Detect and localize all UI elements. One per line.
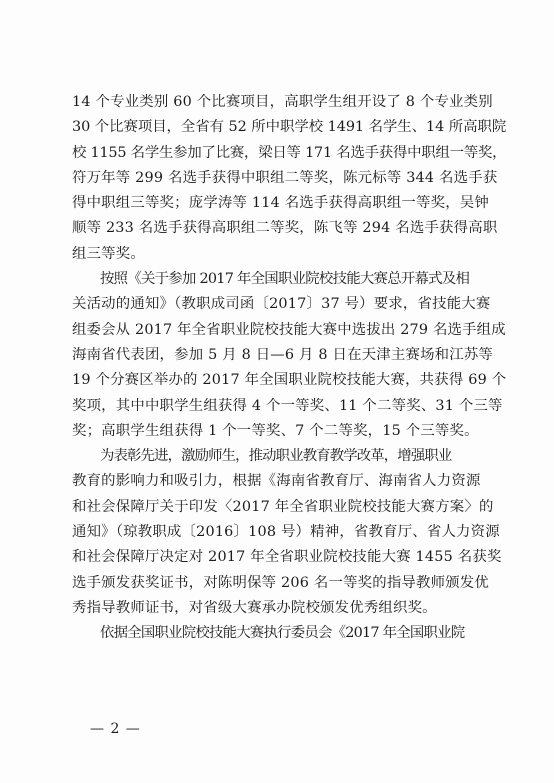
text-line: 选手颁发获奖证书，对陈明保等 206 名一等奖的指导教师颁发优 xyxy=(72,574,489,591)
text-line: 依据全国职业院校技能大赛执行委员会《2017 年全国职业院 xyxy=(100,625,465,642)
text-line: 奖；高职学生组获得 1 个一等奖、7 个二等奖，15 个三等奖。 xyxy=(72,422,479,439)
text-line: 30 个比赛项目，全省有 52 所中职学校 1491 名学生、14 所高职院 xyxy=(72,119,506,136)
text-line: 教育的影响力和吸引力，根据《海南省教育厅、海南省人力资源 xyxy=(72,473,481,490)
paragraph-2 xyxy=(72,267,506,444)
paragraph-1 xyxy=(72,90,506,267)
paragraph-3 xyxy=(72,444,506,621)
body-text xyxy=(72,90,506,647)
text-line: 符万年等 299 名选手获得中职组二等奖，陈元标等 344 名选手获 xyxy=(72,169,498,186)
text-line: 校 1155 名学生参加了比赛，梁日等 171 名选手获得中职组一等奖， xyxy=(72,144,506,161)
text-line: 秀指导教师证书，对省级大赛承办院校颁发优秀组织奖。 xyxy=(72,599,437,616)
text-line: 组三等奖。 xyxy=(72,245,145,262)
text-line: 奖项，其中中职学生组获得 4 个一等奖、11 个二等奖、31 个三等 xyxy=(72,397,503,414)
text-line: 19 个分赛区举办的 2017 年全国职业院校技能大赛，共获得 69 个 xyxy=(72,372,506,389)
text-line: 通知》（琼教职成〔2016〕108 号）精神，省教育厅、省人力资源 xyxy=(72,524,500,541)
text-line: 海南省代表团，参加 5 月 8 日—6 月 8 日在天津主赛场和江苏等 xyxy=(72,346,494,363)
text-line: 14 个专业类别 60 个比赛项目，高职学生组开设了 8 个专业类别 xyxy=(72,94,493,110)
text-line: 为表彰先进，激励师生，推动职业教育教学改革，增强职业 xyxy=(100,448,452,465)
text-line: 按照《关于参加 2017 年全国职业院校技能大赛总开幕式及相 xyxy=(100,271,470,288)
paragraph-4 xyxy=(72,621,506,646)
text-line: 组委会从 2017 年全省职业院校技能大赛中选拔出 279 名选手组成 xyxy=(72,321,506,338)
text-line: 关活动的通知》（教职成司函〔2017〕37 号）要求，省技能大赛 xyxy=(72,296,491,313)
text-line: 和社会保障厅关于印发〈2017 年全省职业院校技能大赛方案〉的 xyxy=(72,498,494,515)
text-line: 和社会保障厅决定对 2017 年全省职业院校技能大赛 1455 名获奖 xyxy=(72,549,502,566)
page-number: — 2 — xyxy=(90,721,141,737)
text-line: 顺等 233 名选手获得高职组二等奖，陈飞等 294 名选手获得高职 xyxy=(72,220,498,237)
text-line: 得中职组三等奖；庞学涛等 114 名选手获得高职组一等奖，吴钟 xyxy=(72,195,489,212)
